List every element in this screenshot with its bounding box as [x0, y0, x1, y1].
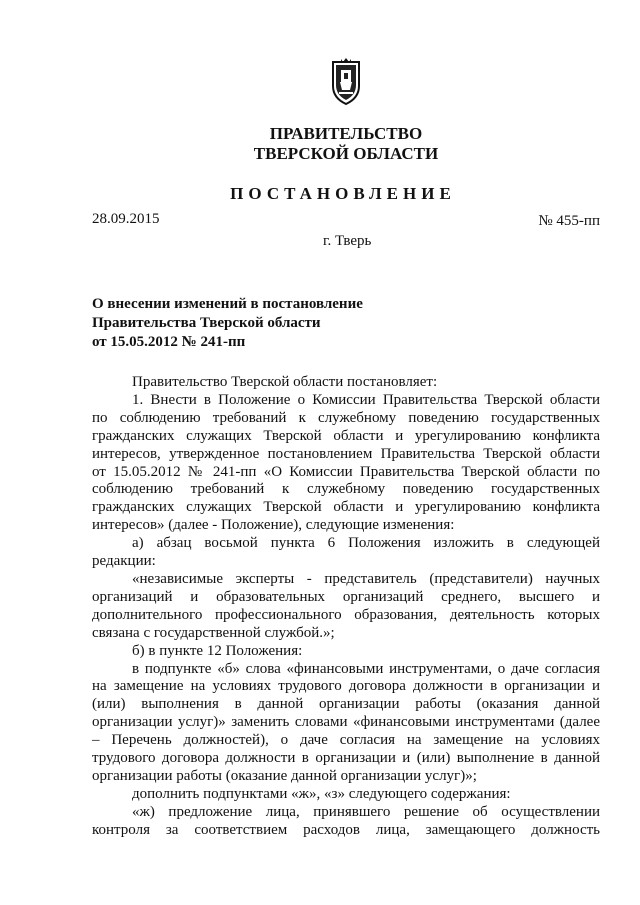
body-line: соблюдению требований к служебному поведению государственных — [92, 481, 600, 498]
body-line: организации работы (оказание данной организации услуг)»; — [92, 767, 477, 784]
body-line: интересов, утвержденное постановлением Правительства Тверской области — [92, 445, 600, 462]
tver-coat-of-arms-icon — [329, 56, 363, 106]
body-line: «ж) предложение лица, принявшего решение об осуществлении — [132, 803, 600, 820]
body-line: контроля за соответствием расходов лица, замещающего должность — [92, 821, 600, 838]
body-line: дополнить подпунктами «ж», «з» следующего содержания: — [132, 785, 511, 802]
body-line: 1. Внести в Положение о Комиссии Правительства Тверской области — [132, 391, 600, 408]
body-line: от 15.05.2012 № 241-пп «О Комиссии Правительства Тверской области по — [92, 463, 600, 480]
body-line: трудового договора должности в организации и (или) выполнение в данной — [92, 750, 600, 767]
body-line: связана с государственной службой.»; — [92, 624, 335, 641]
body-line: организаций и образовательных организаций среднего, высшего и — [92, 588, 600, 605]
body-line: «независимые эксперты - представитель (представители) научных — [132, 570, 600, 587]
body-line: в подпункте «б» слова «финансовыми инструментами, о даче согласия — [132, 660, 600, 677]
subject-line: от 15.05.2012 № 241-пп — [92, 334, 246, 350]
body-line: гражданских служащих Тверской области и урегулированию конфликта — [92, 427, 600, 444]
body-line: б) в пункте 12 Положения: — [132, 642, 303, 659]
body-line: а) абзац восьмой пункта 6 Положения изложить в следующей — [132, 535, 600, 552]
document-number: № 455-пп — [538, 213, 600, 229]
body-line: на замещение на условиях трудового договора должности в организации и — [92, 678, 600, 695]
subject-line: Правительства Тверской области — [92, 315, 321, 331]
body-line: гражданских служащих Тверской области и урегулированию конфликта — [92, 499, 600, 516]
document-city: г. Тверь — [323, 233, 372, 249]
document-type-title: ПОСТАНОВЛЕНИЕ — [230, 184, 456, 203]
body-line: – Перечень должностей), о даче согласия на замещение на условиях — [92, 732, 600, 749]
body-line: организации услуг)» заменить словами «финансовыми инструментами (далее — [92, 714, 600, 731]
body-line: по соблюдению требований к служебному поведению государственных — [92, 409, 600, 426]
body-line: интересов» (далее - Положение), следующие изменения: — [92, 517, 455, 534]
document-subject — [92, 295, 363, 352]
government-title-line1: ПРАВИТЕЛЬСТВО — [269, 124, 423, 143]
body-line: Правительство Тверской области постановляет: — [132, 374, 438, 390]
body-line: дополнительного профессионального образования, деятельность которых — [92, 606, 600, 623]
body-line: (или) выполнения в данной организации работы (оказания данной — [92, 696, 600, 713]
document-body — [92, 374, 600, 840]
body-line: редакции: — [92, 553, 156, 570]
government-title-line2: ТВЕРСКОЙ ОБЛАСТИ — [253, 144, 439, 163]
document-date: 28.09.2015 — [92, 211, 160, 227]
subject-line: О внесении изменений в постановление — [92, 296, 363, 312]
